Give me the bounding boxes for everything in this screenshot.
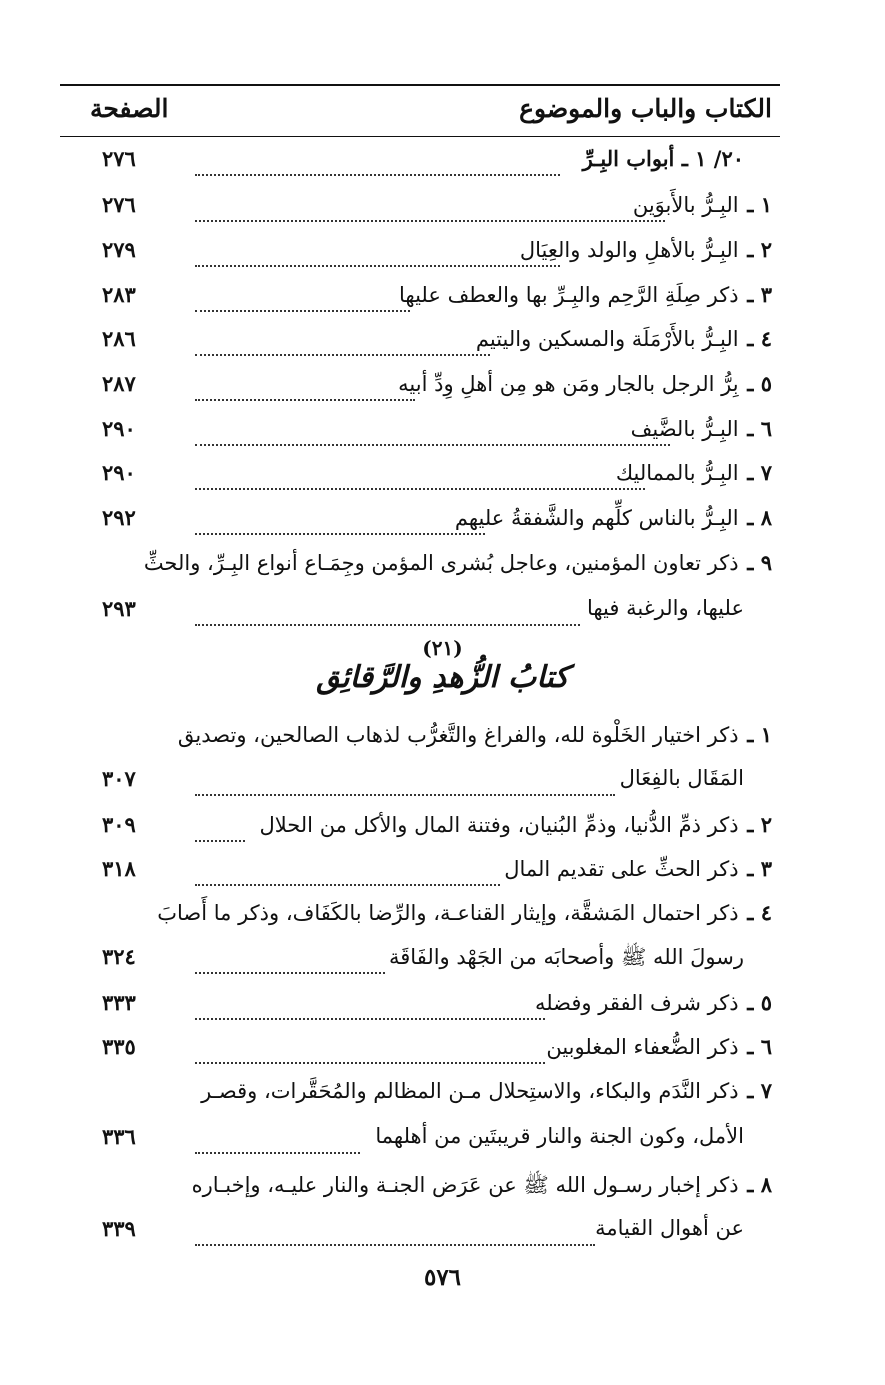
entry-number: ١ ـ xyxy=(747,192,772,217)
dot-leader xyxy=(195,310,410,312)
entry-text xyxy=(616,460,772,485)
dot-leader xyxy=(195,1018,545,1020)
entry-title: ذكر الحثِّ على تقديم المال xyxy=(504,857,739,881)
entry-text xyxy=(399,282,772,307)
entry-title: البِـرُّ بالمماليك xyxy=(615,461,739,485)
dot-leader xyxy=(195,840,245,842)
entry-text xyxy=(201,1078,772,1103)
entry-number: ٢ ـ xyxy=(747,237,772,262)
section-number: (٢١) xyxy=(422,636,463,660)
entry-text xyxy=(631,416,772,441)
entry-title-continued: عن أهوال القيامة xyxy=(595,1216,744,1240)
entry-text xyxy=(504,856,772,881)
header-top-rule xyxy=(60,84,780,86)
toc-entry xyxy=(60,505,780,545)
section-title: كتابُ الزُّهدِ والرَّقائِق xyxy=(316,660,569,695)
entry-title-continued: عليها، والرغبة فيها xyxy=(586,596,744,620)
entry-title: البِـرُّ بالأهلِ والولد والعِيَال xyxy=(519,238,739,262)
dot-leader xyxy=(195,972,385,974)
toc-entry xyxy=(60,1034,780,1074)
page-number: ٣٣٦ xyxy=(102,1124,136,1149)
header-page-column: الصفحة xyxy=(90,94,169,123)
entry-number: ٥ ـ xyxy=(747,990,772,1015)
entry-text xyxy=(535,990,772,1015)
page-number: ٣٠٩ xyxy=(102,812,136,837)
dot-leader xyxy=(195,1244,595,1246)
entry-text xyxy=(546,1034,772,1059)
page-number: ٢٨٣ xyxy=(102,282,136,307)
entry-title: ذكر اختيار الخَلْوة لله، والفراغ والتَّغرُّب لذهاب الصالحين، وتصديق xyxy=(177,723,739,747)
entry-number: ٧ ـ xyxy=(747,1078,772,1103)
page-number: ٣٣٩ xyxy=(102,1216,136,1241)
section-heading-row xyxy=(60,146,780,186)
entry-number: ٤ ـ xyxy=(747,326,772,351)
page-number: ٢٩٢ xyxy=(102,505,136,530)
entry-title: ذكر صِلَةِ الرَّحِم والبِـرِّ بها والعطف عليها xyxy=(399,283,739,307)
dot-leader xyxy=(195,354,490,356)
entry-text xyxy=(143,550,772,575)
entry-title: ذكر ذمِّ الدُّنيا، وذمِّ البُنيان، وفتنة المال والأكل من الحلال xyxy=(259,813,739,837)
header-title-column: الكتاب والباب والموضوع xyxy=(519,94,772,123)
entry-title-continued: الأمل، وكون الجنة والنار قريبتَين من أهلهما xyxy=(375,1124,744,1148)
dot-leader xyxy=(195,1062,545,1064)
entry-title: البِـرُّ بالناس كلِّهم والشَّفقةُ عليهم xyxy=(454,506,739,530)
toc-entry xyxy=(60,192,780,232)
entry-title: البِـرُّ بالضَّيف xyxy=(630,417,739,441)
toc-entry-line1 xyxy=(60,1172,780,1212)
toc-entry xyxy=(60,460,780,500)
toc-entry-line2 xyxy=(60,596,780,636)
dot-leader xyxy=(195,399,415,401)
entry-title: ذكر شرف الفقر وفضله xyxy=(534,991,739,1015)
dot-leader xyxy=(195,884,500,886)
page-number: ٢٧٦ xyxy=(102,146,136,171)
entry-title: ذكر النَّدَم والبكاء، والاستِحلال مـن المظالم والمُحَقَّرات، وقصـر xyxy=(201,1079,739,1103)
page-number: ٣٠٧ xyxy=(102,766,136,791)
entry-number: ٦ ـ xyxy=(747,416,772,441)
toc-entry xyxy=(60,282,780,322)
entry-text xyxy=(259,812,772,837)
entry-text xyxy=(476,326,772,351)
toc-entry-line2 xyxy=(60,1216,780,1256)
entry-number: ٤ ـ xyxy=(747,900,772,925)
page-number: ٢٨٧ xyxy=(102,371,136,396)
toc-entry-line1 xyxy=(60,1078,780,1118)
entry-text xyxy=(520,237,772,262)
entry-number: ٧ ـ xyxy=(747,460,772,485)
section-heading-text: ٢٠/ ١ ـ أبواب البِـرِّ xyxy=(582,146,744,171)
entry-title-continued: المَقَال بالفِعَال xyxy=(619,766,744,790)
dot-leader xyxy=(195,1152,360,1154)
entry-number: ٣ ـ xyxy=(747,282,772,307)
dot-leader xyxy=(195,533,485,535)
page-number: ٢٧٩ xyxy=(102,237,136,262)
entry-number: ٣ ـ xyxy=(747,856,772,881)
dot-leader xyxy=(195,794,615,796)
entry-number: ٥ ـ xyxy=(747,371,772,396)
entry-title: ذكر الضُّعفاء المغلوبين xyxy=(546,1035,739,1059)
dot-leader xyxy=(195,444,670,446)
entry-number: ٩ ـ xyxy=(747,550,772,575)
page-number: ٣١٨ xyxy=(102,856,136,881)
dot-leader xyxy=(195,624,580,626)
toc-entry xyxy=(60,990,780,1030)
toc-entry xyxy=(60,812,780,852)
entry-title: بِرُّ الرجل بالجار ومَن هو مِن أهلِ وِدِّ أبيه xyxy=(398,372,739,396)
toc-entry-line2 xyxy=(60,766,780,806)
page-number: ٣٣٣ xyxy=(102,990,136,1015)
page-number: ٢٨٦ xyxy=(102,326,136,351)
header-bottom-rule xyxy=(60,136,780,137)
page-number: ٢٩٠ xyxy=(102,460,136,485)
toc-entry xyxy=(60,416,780,456)
entry-title-continued: رسولَ الله ﷺ وأصحابَه من الجَهْد والفَاقَة xyxy=(389,945,744,969)
page-number: ٢٩٣ xyxy=(102,596,136,621)
dot-leader xyxy=(195,488,645,490)
dot-leader xyxy=(195,220,665,222)
toc-entry-line1 xyxy=(60,550,780,590)
page-number: ٢٩٠ xyxy=(102,416,136,441)
entry-text xyxy=(177,722,772,747)
table-header xyxy=(60,88,780,134)
entry-number: ٨ ـ xyxy=(747,1172,772,1197)
entry-title: ذكر إخبار رسـول الله ﷺ عن عَرَض الجنـة والنار عليـه، وإخبـاره xyxy=(191,1173,739,1197)
entry-text xyxy=(398,371,772,396)
page-number: ٣٢٤ xyxy=(102,944,136,969)
entry-title: ذكر احتمال المَشقَّة، وإيثار القناعـة، والرِّضا بالكَفَاف، وذكر ما أَصابَ xyxy=(157,901,739,925)
dot-leader xyxy=(195,174,560,176)
toc-entry-line1 xyxy=(60,900,780,940)
entry-text xyxy=(455,505,772,530)
toc-entry-line2 xyxy=(60,1124,780,1164)
toc-entry xyxy=(60,856,780,896)
toc-entry-line1 xyxy=(60,722,780,762)
entry-number: ٨ ـ xyxy=(747,505,772,530)
toc-entry xyxy=(60,326,780,366)
entry-title: البِـرُّ بالأَبوَين xyxy=(632,193,739,217)
entry-number: ٢ ـ xyxy=(747,812,772,837)
entry-text xyxy=(157,900,772,925)
toc-entry xyxy=(60,237,780,277)
dot-leader xyxy=(195,265,560,267)
entry-number: ٦ ـ xyxy=(747,1034,772,1059)
entry-title: ذكر تعاون المؤمنين، وعاجل بُشرى المؤمن وجِمَـاع أنواع البِـرِّ، والحثِّ xyxy=(143,551,739,575)
page-number: ٢٧٦ xyxy=(102,192,136,217)
page-number: ٣٣٥ xyxy=(102,1034,136,1059)
entry-title: البِـرُّ بالأَرْمَلَة والمسكين واليتيم xyxy=(475,327,739,351)
toc-entry xyxy=(60,371,780,411)
entry-number: ١ ـ xyxy=(747,722,772,747)
footer-page-number: ٥٧٦ xyxy=(423,1264,462,1291)
toc-entry-line2 xyxy=(60,944,780,984)
entry-text xyxy=(192,1172,772,1203)
entry-text xyxy=(633,192,772,217)
